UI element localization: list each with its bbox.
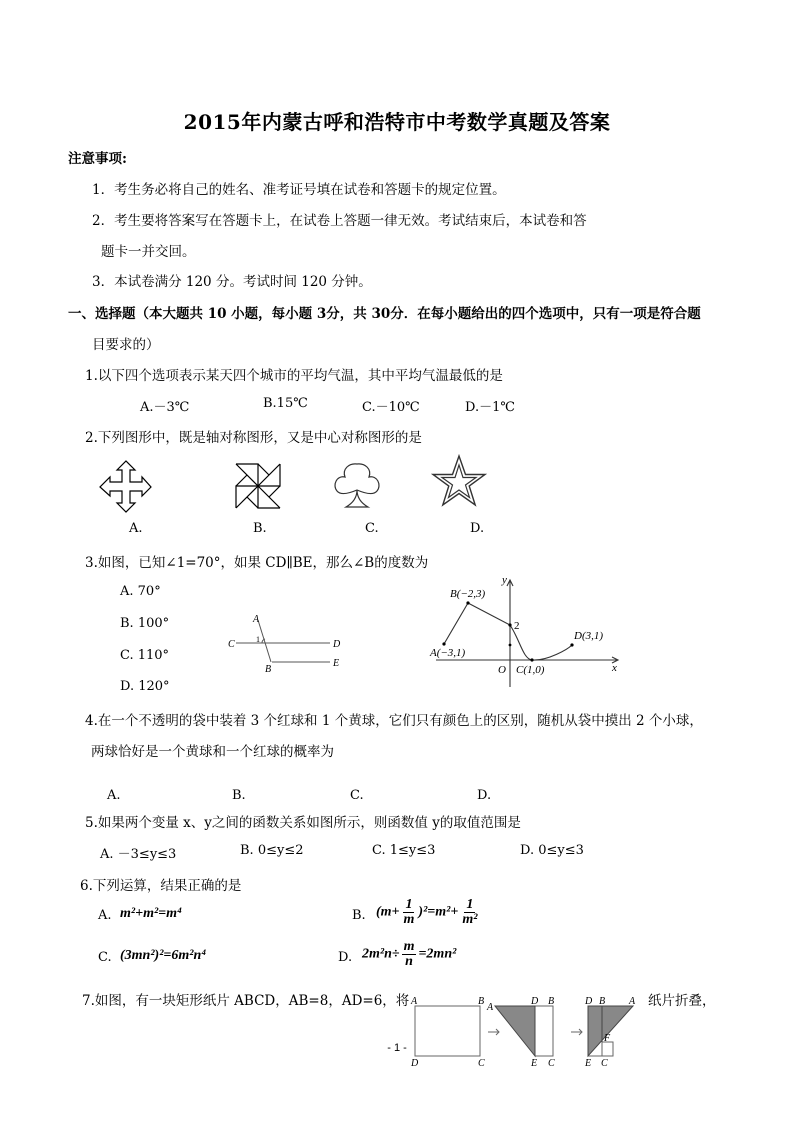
fig7-label-c2: C [548,1058,555,1069]
four-arrows-icon [99,460,153,514]
fig7-label-b2: B [548,996,555,1007]
club-icon [332,463,382,509]
q2-option-a: A. [129,521,143,536]
notice-item-1: 1．考生务必将自己的姓名、准考证号填在试卷和答题卡的规定位置。 [92,182,506,198]
page-number: - 1 - [387,1042,407,1054]
q5-option-b: B. 0≤y≤2 [240,843,304,858]
q4-option-c: C. [350,788,364,803]
q6-option-b-label: B. [352,908,366,923]
question-4-stem: 4.在一个不透明的袋中装着 3 个红球和 1 个黄球，它们只有颜色上的区别，随机从袋中摸出 2 个小球， [85,713,703,729]
q6-option-c-label: C. [98,950,112,965]
document-title: 2015年内蒙古呼和浩特市中考数学真题及答案 [183,110,611,134]
q3-option-c: C. 110° [120,648,170,663]
question-5-stem: 5.如果两个变量 x、y之间的函数关系如图所示，则函数值 y的取值范围是 [85,815,521,831]
label-e: E [333,658,340,669]
parallel-lines-figure [225,612,340,674]
fig7-label-b1: B [478,996,485,1007]
section-heading-cont: 目要求的） [92,337,160,353]
q1-option-b: B.15℃ [263,396,308,411]
q3-option-a: A. 70° [120,584,161,599]
label-b: B [265,664,272,675]
y-axis-label: y [502,574,507,586]
q4-option-d: D. [477,788,492,803]
function-graph [428,575,628,690]
point-b-label: B(−2,3) [450,588,486,600]
q6-option-a-label: A. [98,908,112,923]
label-d: D [333,639,341,650]
fig7-label-e3: E [585,1058,592,1069]
question-6-stem: 6.下列运算，结果正确的是 [80,878,242,894]
label-angle-1: 1 [256,635,260,644]
pinwheel-icon [235,463,281,509]
q5-option-d: D. 0≤y≤3 [520,843,584,858]
question-4-stem-cont: 两球恰好是一个黄球和一个红球的概率为 [91,744,334,760]
q2-option-d: D. [470,521,485,536]
q5-option-a: A. －3≤y≤3 [100,847,177,862]
point-c-label: C(1,0) [516,664,545,676]
notice-item-3: 3．本试卷满分 120 分。考试时间 120 分钟。 [92,274,372,290]
fig7-label-c1: C [478,1058,485,1069]
q3-option-b: B. 100° [120,616,170,631]
notice-item-2: 2．考生要将答案写在答题卡上，在试卷上答题一律无效。考试结束后，本试卷和答 [92,213,587,229]
question-7-stem-tail: 纸片折叠， [648,993,716,1009]
point-a-label: A(−3,1) [430,647,466,659]
label-c: C [228,639,235,650]
fig7-label-b3: B [599,996,606,1007]
point-d-label: D(3,1) [574,630,604,642]
notice-item-2-cont: 题卡一并交回。 [101,244,196,260]
q2-option-c: C. [365,521,379,536]
fig7-label-f3: F [604,1033,611,1044]
notice-heading: 注意事项: [68,151,127,167]
x-axis-label: x [612,662,617,674]
fig7-label-a1: A [411,996,418,1007]
paper-folding-figure [405,996,640,1068]
q5-option-c: C. 1≤y≤3 [372,843,436,858]
q1-option-c: C.－10℃ [362,400,420,415]
label-a: A [253,614,260,625]
q4-option-b: B. [232,788,246,803]
question-1-stem: 1.以下四个选项表示某天四个城市的平均气温，其中平均气温最低的是 [85,368,503,384]
y-value-2-label: 2 [514,620,520,632]
fig7-label-d2: D [531,996,539,1007]
fig7-label-d1: D [411,1058,419,1069]
question-7-stem: 7.如图，有一块矩形纸片 ABCD，AB=8，AD=6，将 [82,993,410,1009]
q1-option-a: A.－3℃ [140,400,190,415]
q6-option-c-expr: (3mn²)²=6m²n⁴ [120,948,207,963]
section-heading: 一、选择题（本大题共 10 小题，每小题 3分，共 30分．在每小题给出的四个选项中，只有一项是符合题 [68,306,701,322]
q6-option-a-expr: m²+m²=m⁴ [120,906,182,921]
fig7-label-d3: D [585,996,593,1007]
fig7-label-a3: A [629,996,636,1007]
fig7-label-e2: E [531,1058,538,1069]
fig7-label-a2: A [487,1002,494,1013]
double-star-icon [431,455,487,509]
origin-label: O [498,664,506,676]
q4-option-a: A. [107,788,121,803]
question-3-stem: 3.如图，已知∠1=70°，如果 CD∥BE，那么∠B的度数为 [85,555,429,571]
q6-option-d-expr: 2m²n÷ $\frac{m}{n}$ =2mn² [362,939,457,969]
fig7-label-c3: C [601,1058,608,1069]
q6-option-d-label: D. [338,950,353,965]
q1-option-d: D.－1℃ [465,400,515,415]
question-2-stem: 2.下列图形中，既是轴对称图形，又是中心对称图形的是 [85,430,422,446]
q6-option-b-expr: (m+ $\frac{1}{m}$ )²=m²+ $\frac{1}{\text{m²}}$ [376,897,478,927]
q3-option-d: D. 120° [120,679,170,694]
q2-option-b: B. [253,521,267,536]
